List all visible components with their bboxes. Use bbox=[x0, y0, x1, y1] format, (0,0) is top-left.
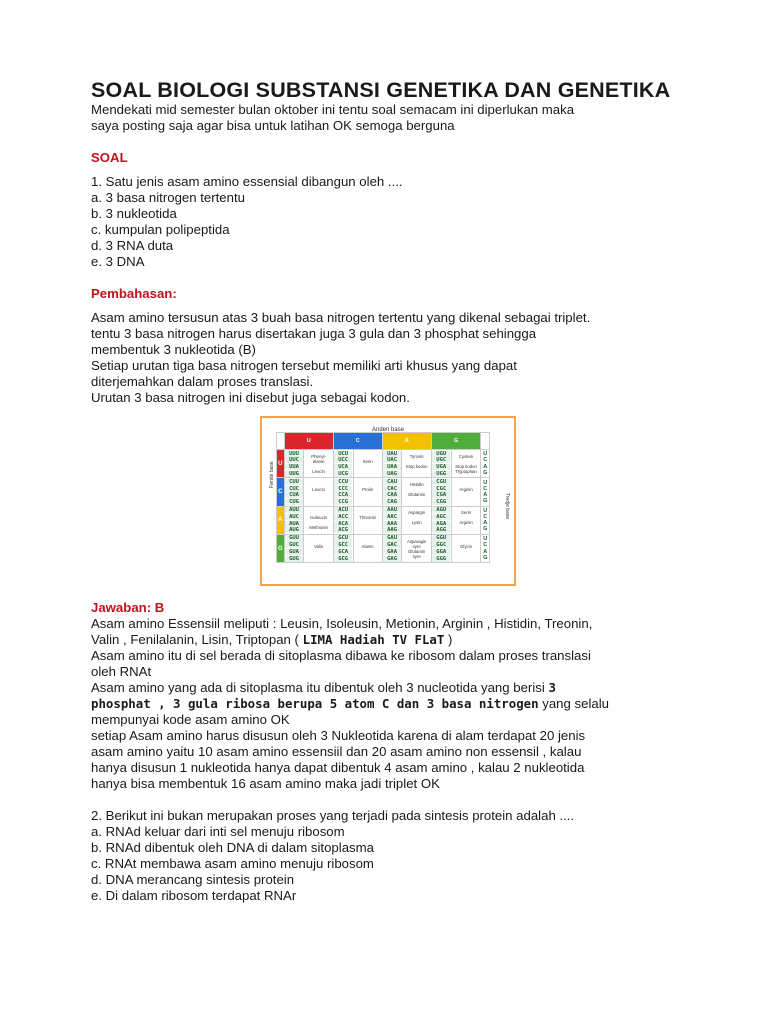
codon: UUU bbox=[285, 451, 303, 457]
codon: GAU bbox=[383, 535, 401, 541]
amino-acid-cell bbox=[304, 534, 333, 562]
codon: UCA bbox=[334, 464, 352, 470]
amino-acid-label: Arginin bbox=[459, 520, 473, 526]
amino-acid-cell bbox=[304, 506, 333, 534]
amino-acid-label: Tryptophan bbox=[455, 468, 477, 474]
codon: UGU bbox=[432, 451, 450, 457]
third-base: A bbox=[483, 520, 488, 527]
codon-row bbox=[277, 534, 490, 562]
codon-row bbox=[277, 450, 490, 478]
amino-acid-label: Glycin bbox=[460, 543, 472, 549]
first-base-label: C bbox=[277, 478, 285, 506]
amino-acid-label: Serin bbox=[461, 510, 472, 516]
amino-acid-label: Alanin bbox=[361, 543, 374, 549]
jawaban-line: oleh RNAt bbox=[91, 664, 152, 679]
spacer bbox=[91, 792, 751, 808]
amino-acid-cell bbox=[304, 450, 333, 478]
amino-acid-label: Methionin bbox=[309, 525, 328, 531]
jawaban-heading: Jawaban: B bbox=[91, 600, 165, 615]
third-base-label bbox=[481, 450, 490, 478]
amino-acid-label: Phenyl- bbox=[311, 453, 326, 459]
codon: UCC bbox=[334, 457, 352, 463]
pembahasan-line: membentuk 3 nukleotida (B) bbox=[91, 342, 256, 357]
jawaban-line bbox=[91, 680, 751, 696]
jawaban-line: setiap Asam amino harus disusun oleh 3 Nukleotida karena di alam terdapat 20 jenis bbox=[91, 728, 586, 743]
amino-acid-label: Tyrosin bbox=[409, 453, 424, 459]
jawaban-text: ) bbox=[444, 632, 453, 647]
third-base: U bbox=[483, 479, 488, 486]
first-base-label: A bbox=[277, 506, 285, 534]
codon: CAA bbox=[383, 492, 401, 498]
amino-acid-label bbox=[354, 554, 382, 559]
question-1: 1. Satu jenis asam amino essensial dibangun oleh .... bbox=[91, 174, 403, 189]
amino-acid-cell bbox=[353, 506, 382, 534]
amino-acid-label: Serin bbox=[362, 458, 373, 464]
codon: AUG bbox=[285, 527, 303, 533]
amino-acid-cell bbox=[402, 506, 432, 534]
codon: CCG bbox=[334, 499, 352, 505]
amino-acid-cell bbox=[451, 534, 481, 562]
q1-option: c. kumpulan polipeptida bbox=[91, 222, 230, 237]
codon-cell bbox=[382, 506, 402, 534]
codon: CGC bbox=[432, 486, 450, 492]
codon-cell bbox=[382, 478, 402, 506]
codon-cell bbox=[333, 478, 353, 506]
codon: AGU bbox=[432, 507, 450, 513]
third-base: G bbox=[483, 498, 488, 505]
q2-option: b. RNAd dibentuk oleh DNA di dalam sitoplasma bbox=[91, 840, 374, 855]
codon-table-header bbox=[277, 433, 490, 450]
third-base: U bbox=[483, 451, 488, 458]
amino-acid-cell bbox=[402, 534, 432, 562]
codon: GCG bbox=[334, 556, 352, 562]
amino-acid-label: Cystein bbox=[458, 453, 474, 459]
soal-heading: SOAL bbox=[91, 150, 128, 165]
codon: GAC bbox=[383, 542, 401, 548]
amino-acid-label: alanin bbox=[312, 458, 325, 464]
amino-acid-label bbox=[452, 554, 481, 559]
amino-acid-cell bbox=[353, 450, 382, 478]
codon-cell bbox=[333, 534, 353, 562]
codon-row bbox=[277, 478, 490, 506]
amino-acid-label: syre bbox=[412, 543, 421, 549]
codon: CGG bbox=[432, 499, 450, 505]
second-base-header: U bbox=[284, 433, 333, 450]
pembahasan-line: Setiap urutan tiga basa nitrogen tersebut memiliki arti khusus yang dapat bbox=[91, 358, 517, 373]
codon-cell bbox=[284, 478, 304, 506]
amino-acid-label: Stop kodon bbox=[455, 463, 477, 469]
codon: GGC bbox=[432, 542, 450, 548]
codon: CUU bbox=[285, 479, 303, 485]
amino-acid-label: Leucin bbox=[312, 486, 325, 492]
third-base: G bbox=[483, 469, 488, 476]
codon: CCU bbox=[334, 479, 352, 485]
codon-cell bbox=[382, 534, 402, 562]
second-base-header: A bbox=[382, 433, 431, 450]
codon: UAC bbox=[383, 457, 401, 463]
codon: UAU bbox=[383, 451, 401, 457]
amino-acid-label: Asparagin bbox=[406, 538, 427, 544]
third-base: A bbox=[483, 548, 488, 555]
amino-acid-label: syre bbox=[412, 553, 421, 559]
codon: CCC bbox=[334, 486, 352, 492]
jawaban-line bbox=[91, 632, 751, 648]
amino-acid-cell bbox=[304, 478, 333, 506]
amino-acid-label: Arginin bbox=[459, 486, 473, 492]
codon: GGU bbox=[432, 535, 450, 541]
amino-acid-label: Isoleucin bbox=[310, 515, 328, 521]
codon: UCU bbox=[334, 451, 352, 457]
codon: CAU bbox=[383, 479, 401, 485]
codon: UUA bbox=[285, 464, 303, 470]
third-base: G bbox=[483, 554, 488, 561]
page-title: SOAL BIOLOGI SUBSTANSI GENETIKA DAN GENETIKA bbox=[91, 78, 671, 102]
amino-acid-label bbox=[402, 469, 431, 474]
third-base: A bbox=[483, 491, 488, 498]
document-content bbox=[91, 78, 751, 904]
codon: AGC bbox=[432, 514, 450, 520]
jawaban-line: hanya bisa membentuk 16 asam amino maka jadi triplet OK bbox=[91, 776, 440, 791]
amino-acid-label: Valin bbox=[313, 543, 324, 549]
q1-option: a. 3 basa nitrogen tertentu bbox=[91, 190, 245, 205]
jawaban-line: Asam amino Essensiil meliputi : Leusin, Isoleusin, Metionin, Arginin , Histidin, Treonin, bbox=[91, 616, 593, 631]
codon: GCU bbox=[334, 535, 352, 541]
pembahasan-line: diterjemahkan dalam proses translasi. bbox=[91, 374, 314, 389]
amino-acid-cell bbox=[402, 450, 432, 478]
pembahasan-line: tentu 3 basa nitrogen harus disertakan juga 3 gula dan 3 phosphat sehingga bbox=[91, 326, 537, 341]
pembahasan-line: Asam amino tersusun atas 3 buah basa nitrogen tertentu yang dikenal sebagai triplet. bbox=[91, 310, 591, 325]
amino-acid-label bbox=[402, 497, 431, 502]
codon: CUA bbox=[285, 492, 303, 498]
amino-acid-cell bbox=[451, 506, 481, 534]
codon-cell bbox=[284, 506, 304, 534]
jawaban-text: Valin , Fenilalanin, Lisin, Triptopan ( bbox=[91, 632, 303, 647]
corner-cell bbox=[481, 433, 490, 450]
codon: UAG bbox=[383, 471, 401, 477]
q2-option: e. Di dalam ribosom terdapat RNAr bbox=[91, 888, 297, 903]
codon: GGG bbox=[432, 556, 450, 562]
codon-table bbox=[276, 432, 490, 563]
amino-acid-label: Leucin bbox=[312, 468, 325, 474]
codon: UGG bbox=[432, 471, 450, 477]
figure-left-label: Første base bbox=[269, 461, 275, 488]
amino-acid-label bbox=[304, 497, 332, 502]
codon: UUG bbox=[285, 471, 303, 477]
third-base: C bbox=[483, 457, 488, 464]
corner-cell bbox=[277, 433, 285, 450]
codon: CUG bbox=[285, 499, 303, 505]
codon: CUC bbox=[285, 486, 303, 492]
jawaban-line: mempunyai kode asam amino OK bbox=[91, 712, 290, 727]
codon: UAA bbox=[383, 464, 401, 470]
codon: GUU bbox=[285, 535, 303, 541]
jawaban-text: yang selalu bbox=[538, 696, 609, 711]
codon: AAG bbox=[383, 527, 401, 533]
third-base-label bbox=[481, 506, 490, 534]
jawaban-line: Asam amino itu di sel berada di sitoplasma dibawa ke ribosom dalam proses translasi bbox=[91, 648, 591, 663]
codon: GUA bbox=[285, 549, 303, 555]
codon-cell bbox=[382, 450, 402, 478]
amino-acid-label bbox=[354, 469, 382, 474]
codon: AAC bbox=[383, 514, 401, 520]
codon: AUU bbox=[285, 507, 303, 513]
codon: AAU bbox=[383, 507, 401, 513]
amino-acid-label bbox=[452, 525, 481, 530]
codon-cell bbox=[333, 450, 353, 478]
q1-option: b. 3 nukleotida bbox=[91, 206, 177, 221]
first-base-label: G bbox=[277, 534, 285, 562]
second-base-header: C bbox=[333, 433, 382, 450]
amino-acid-label: Threonin bbox=[359, 515, 377, 521]
amino-acid-label: Glutamin bbox=[408, 548, 426, 554]
codon: AGA bbox=[432, 521, 450, 527]
amino-acid-cell bbox=[402, 478, 432, 506]
amino-acid-label bbox=[304, 554, 332, 559]
codon: GUG bbox=[285, 556, 303, 562]
intro-line: Mendekati mid semester bulan oktober ini tentu soal semacam ini diperlukan maka bbox=[91, 102, 575, 117]
amino-acid-label: Histidin bbox=[409, 481, 424, 487]
codon-cell bbox=[431, 450, 451, 478]
amino-acid-label: Prolin bbox=[362, 486, 374, 492]
codon: UGA bbox=[432, 464, 450, 470]
jawaban-line: hanya disusun 1 nukleotida hanya dapat dibentuk 4 asam amino , kalau 2 nukleotida bbox=[91, 760, 585, 775]
amino-acid-label: Aspargin bbox=[408, 510, 426, 516]
second-base-header: G bbox=[431, 433, 481, 450]
codon: AUA bbox=[285, 521, 303, 527]
amino-acid-label: Glutamin bbox=[408, 491, 426, 497]
figure-title: Anden base bbox=[371, 427, 405, 433]
codon: CAC bbox=[383, 486, 401, 492]
codon: ACC bbox=[334, 514, 352, 520]
codon: CAG bbox=[383, 499, 401, 505]
third-base: U bbox=[483, 536, 488, 543]
first-base-label: U bbox=[277, 450, 285, 478]
pembahasan-heading: Pembahasan: bbox=[91, 286, 177, 301]
amino-acid-label bbox=[354, 525, 382, 530]
codon-cell bbox=[284, 534, 304, 562]
figure-right-label: Tredje base bbox=[503, 492, 510, 520]
codon: GCA bbox=[334, 549, 352, 555]
third-base: C bbox=[483, 485, 488, 492]
amino-acid-cell bbox=[451, 478, 481, 506]
q1-option: d. 3 RNA duta bbox=[91, 238, 174, 253]
amino-acid-label bbox=[402, 525, 431, 530]
third-base-label bbox=[481, 478, 490, 506]
codon: UCG bbox=[334, 471, 352, 477]
codon: UUC bbox=[285, 457, 303, 463]
codon: CCA bbox=[334, 492, 352, 498]
amino-acid-label: Stop kodon bbox=[405, 463, 428, 469]
amino-acid-cell bbox=[353, 478, 382, 506]
jawaban-line bbox=[91, 696, 751, 712]
amino-acid-cell bbox=[353, 534, 382, 562]
codon-cell bbox=[431, 506, 451, 534]
jawaban-text: Asam amino yang ada di sitoplasma itu dibentuk oleh 3 nucleotida yang berisi bbox=[91, 680, 549, 695]
codon: AUC bbox=[285, 514, 303, 520]
codon: GUC bbox=[285, 542, 303, 548]
codon: GGA bbox=[432, 549, 450, 555]
q2-option: d. DNA merancang sintesis protein bbox=[91, 872, 295, 887]
codon-row bbox=[277, 506, 490, 534]
jawaban-bold: 3 bbox=[548, 680, 556, 695]
codon: AAA bbox=[383, 521, 401, 527]
amino-acid-label: Lysin bbox=[411, 520, 422, 526]
intro-line: saya posting saja agar bisa untuk latihan OK semoga berguna bbox=[91, 118, 455, 133]
codon: GAG bbox=[383, 556, 401, 562]
third-base-label bbox=[481, 534, 490, 562]
jawaban-line: asam amino yaitu 10 asam amino essensiil dan 20 asam amino non essensil , kalau bbox=[91, 744, 582, 759]
jawaban-bold: LIMA Hadiah TV FLaT bbox=[302, 632, 445, 647]
q2-option: c. RNAt membawa asam amino menuju ribosom bbox=[91, 856, 374, 871]
codon: ACU bbox=[334, 507, 352, 513]
codon: GAA bbox=[383, 549, 401, 555]
codon-cell bbox=[431, 478, 451, 506]
amino-acid-label bbox=[354, 497, 382, 502]
codon-cell bbox=[431, 534, 451, 562]
codon: UGC bbox=[432, 457, 450, 463]
pembahasan-line: Urutan 3 basa nitrogen ini disebut juga sebagai kodon. bbox=[91, 390, 410, 405]
third-base: A bbox=[483, 463, 488, 470]
amino-acid-label bbox=[452, 497, 481, 502]
figure-wrapper bbox=[91, 416, 751, 586]
q2-option: a. RNAd keluar dari inti sel menuju ribosom bbox=[91, 824, 345, 839]
third-base: U bbox=[483, 507, 488, 514]
q1-option: e. 3 DNA bbox=[91, 254, 145, 269]
third-base: C bbox=[483, 542, 488, 549]
question-2: 2. Berikut ini bukan merupakan proses yang terjadi pada sintesis protein adalah .... bbox=[91, 808, 575, 823]
codon: CGA bbox=[432, 492, 450, 498]
codon: ACA bbox=[334, 521, 352, 527]
codon: AGG bbox=[432, 527, 450, 533]
amino-acid-cell bbox=[451, 450, 481, 478]
codon-cell bbox=[333, 506, 353, 534]
codon-table-figure bbox=[260, 416, 516, 586]
codon: ACG bbox=[334, 527, 352, 533]
codon: GCC bbox=[334, 542, 352, 548]
codon: CGU bbox=[432, 479, 450, 485]
third-base: C bbox=[483, 514, 488, 521]
jawaban-bold: phosphat , 3 gula ribosa berupa 5 atom C dan 3 basa nitrogen bbox=[91, 696, 539, 711]
third-base: G bbox=[483, 526, 488, 533]
codon-cell bbox=[284, 450, 304, 478]
